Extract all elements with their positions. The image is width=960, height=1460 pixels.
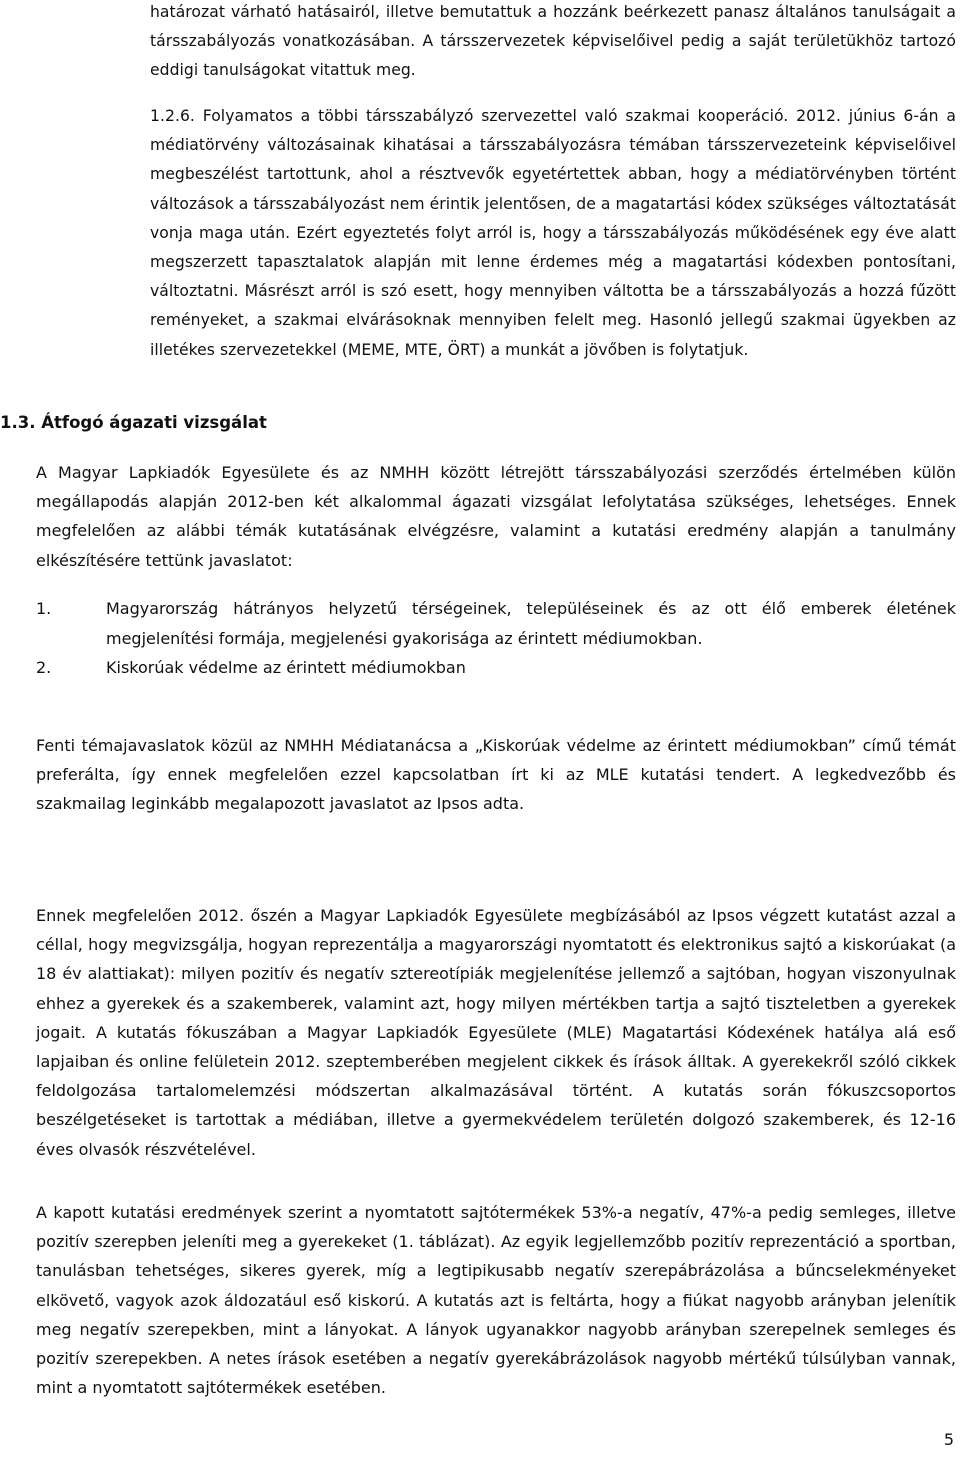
list-item: [36, 653, 956, 683]
section-1-3-heading: 1.3. Átfogó ágazati vizsgálat: [0, 413, 267, 432]
page-number: 5: [943, 1430, 954, 1449]
list-item-text: Kiskorúak védelme az érintett médiumokban: [106, 658, 466, 677]
intro-paragraph: A Magyar Lapkiadók Egyesülete és az NMHH között létrejött társszabályozási szerződés értelmében külön megállapodás alapján 2012-ben két alkalommal ágazati vizsgálat lefolytatása szükséges, lehetséges. Ennek megfelelően az alábbi témák kutatásának elvégzésre, valamint a kutatási eredmény alapján a tanulmány elkészítésére tettünk javaslatot:: [36, 463, 956, 570]
list-item-text: Magyarország hátrányos helyzetű térségeinek, településeinek és az ott élő emberek életének megjelenítési formája, megjelenési gyakorisága az érintett médiumokban.: [106, 599, 956, 648]
list-item-number: 2.: [36, 658, 52, 677]
results-paragraph: A kapott kutatási eredmények szerint a nyomtatott sajtótermékek 53%-a negatív, 47%-a pedig semleges, illetve pozitív szerepben jeleníti meg a gyerekeket (1. táblázat). Az egyik legjellemzőbb pozitív reprezentáció a sportban, tanulásban tehetséges, sikeres gyerek, míg a legtipikusabb negatív szerepábrázolása a bűncselekményeket elkövető, vagyok azok áldozatául eső kiskorú. A kutatás azt is feltárta, hogy a fiúkat nagyobb arányban jelenítik meg negatív szerepekben, mint a lányokat. A lányok ugyanakkor nagyobb arányban szerepelnek semleges és pozitív szerepekben. A netes írások esetében a negatív gyerekábrázolások nagyobb mértékű túlsúlyban vannak, mint a nyomtatott sajtótermékek esetében.: [36, 1203, 956, 1398]
list-item: [36, 594, 956, 653]
topic-selection-paragraph: Fenti témajavaslatok közül az NMHH Médiatanácsa a „Kiskorúak védelme az érintett médiumokban” című témát preferálta, így ennek megfelelően ezzel kapcsolatban írt ki az MLE kutatási tendert. A legkedvezőbb és szakmailag leginkább megalapozott javaslatot az Ipsos adta.: [36, 736, 956, 814]
list-item-number: 1.: [36, 599, 52, 618]
section-1-2-6-paragraph: 1.2.6. Folyamatos a többi társszabályzó szervezettel való szakmai kooperáció. 2012. június 6-án a médiatörvény változásainak kihatásai a társszabályozásra témában társszervezeteink képviselőivel megbeszélést tartottunk, ahol a résztvevők egyetértettek abban, hogy a médiatörvényben történt változások a társszabályozást nem érintik jelentősen, de a magatartási kódex szükséges változtatását vonja maga után. Ezért egyeztetés folyt arról is, hogy a társszabályozás működésének egy éve alatt megszerzett tapasztalatok alapján mit lenne érdemes még a magatartási kódexben pontosítani, változtatni. Másrészt arról is szó esett, hogy mennyiben váltotta be a társszabályozás a hozzá fűzött reményeket, a szakmai elvárásoknak mennyiben felelt meg. Hasonló jellegű szakmai ügyekben az illetékes szervezetekkel (MEME, MTE, ÖRT) a munkát a jövőben is folytatjuk.: [150, 107, 956, 359]
research-paragraph: Ennek megfelelően 2012. őszén a Magyar Lapkiadók Egyesülete megbízásából az Ipsos végzett kutatást azzal a céllal, hogy megvizsgálja, hogyan reprezentálja a magyarországi nyomtatott és elektronikus sajtó a kiskorúakat (a 18 év alattiakat): milyen pozitív és negatív sztereotípiák megjelenítése jellemző a sajtóban, hogyan viszonyulnak ehhez a gyerekek és a szakemberek, valamint azt, hogy milyen mértékben tartja a sajtó tiszteletben a gyerekek jogait. A kutatás fókuszában a Magyar Lapkiadók Egyesülete (MLE) Magatartási Kódexének hatálya alá eső lapjaiban és online felületein 2012. szeptemberében megjelent cikkek és írások álltak. A gyerekekről szóló cikkek feldolgozása tartalomelemzési módszertan alkalmazásával történt. A kutatás során fókuszcsoportos beszélgetéseket is tartottak a médiában, illetve a gyermekvédelem területén dolgozó szakemberek, és 12-16 éves olvasók részvételével.: [36, 906, 956, 1159]
continuation-paragraph: határozat várható hatásairól, illetve bemutattuk a hozzánk beérkezett panasz általános tanulságait a társszabályozás vonatkozásában. A társszervezetek képviselőivel pedig a saját területükhöz tartozó eddigi tanulságokat vitattuk meg.: [150, 3, 956, 80]
topic-list: [36, 594, 956, 683]
